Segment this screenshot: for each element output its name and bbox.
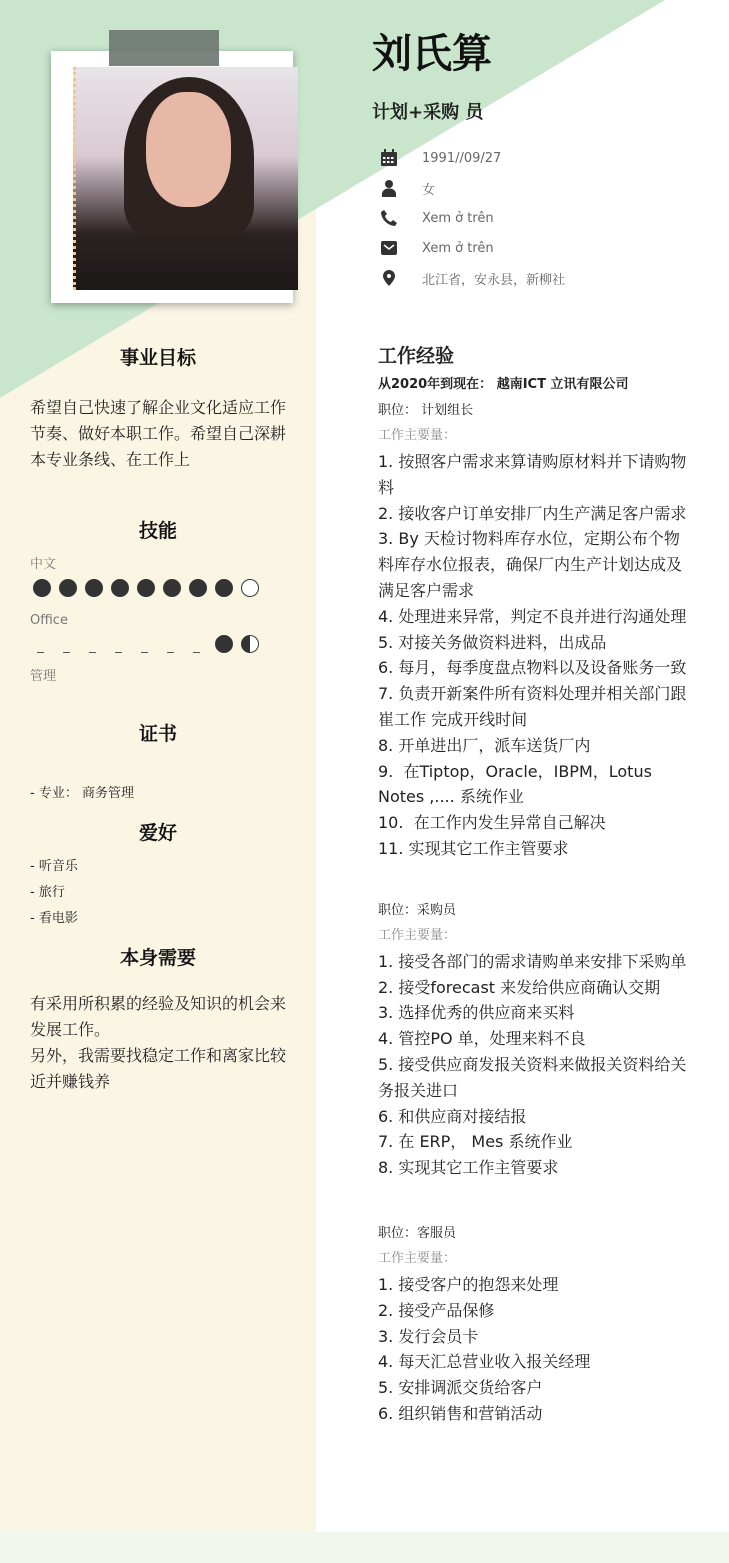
phone-text: Xem ở trên [422,210,494,226]
needs-text: 有采用所积累的经验及知识的机会来发展工作。 [30,994,287,1039]
rating-dot [85,579,103,597]
duties-list: 1. 按照客户需求来算请购原材料并下请购物料 2. 接收客户订单安排厂内生产满足客户需求 3. By 天检讨物料库存水位，定期公布个物料库存水位报表，确保厂内生产计划达成及满足客户需求 4. 处理进来异常，判定不良并进行沟通处理 5. 对接关务做资料进料，出成品 6. 每月，每季度盘点物料以及设备账务一致 7. 负责开新案件所有资料处理并相关部门跟崔工作 完成开线时间 8. 开单进出厂，派车送货厂内 9. 在Tiptop，Oracle，IBPM，Lotus Notes ,.... 系统作业 10. 在工作内发生异常自己解决 11. 实现其它工作主管要求 [378,452,687,858]
objective-heading: 事业目标 [119,347,196,369]
hobbies-heading: 爱好 [138,822,177,844]
experience-section [378,343,694,1427]
contact-gender [380,177,436,199]
contact-phone [380,207,494,229]
skill-label: 管理 [30,669,57,684]
hobby-item: - 看电影 [30,911,78,926]
position-label: 职位： 计划组长 [378,403,474,418]
company-line: 从2020年到现在： 越南ICT 立讯有限公司 [378,377,629,392]
skill-label: Office [30,613,68,628]
duties-label: 工作主要量： [378,428,457,443]
rating-dot [189,579,207,597]
hobby-item: - 旅行 [30,885,65,900]
hobby-item: - 听音乐 [30,859,78,874]
user-icon [380,179,398,197]
birthdate-text: 1991//09/27 [422,150,502,166]
rating-dot [163,579,181,597]
objective-text: 希望自己快速了解企业文化适应工作节奏、做好本职工作。希望自己深耕本专业条线、在工作上 [30,398,287,469]
rating-dot [111,579,129,597]
duties-label: 工作主要量： [378,1250,457,1266]
phone-icon [380,209,398,227]
duties-list: 1. 接受客户的抱怨来处理 2. 接受产品保修 3. 发行会员卡 4. 每天汇总营业收入报关经理 5. 安排调派交货给客户 6. 组织销售和营销活动 [378,1274,591,1423]
rating-dash [163,635,181,653]
certificate-heading: 证书 [138,723,177,745]
rating-dash [59,635,77,653]
footer-strip [0,1532,729,1563]
rating-dot-empty [241,579,259,597]
duties-label: 工作主要量： [378,927,457,943]
rating-dash [137,635,155,653]
experience-heading: 工作经验 [378,345,455,367]
needs-heading: 本身需要 [119,947,196,969]
rating-dot [59,579,77,597]
needs-text: 另外，我需要找稳定工作和离家比较近并赚钱养 [30,1046,287,1091]
duties-list: 1. 接受各部门的需求请购单来安排下采购单 2. 接受forecast 来发给供应商确认交期 3. 选择优秀的供应商来买料 4. 管控PO 单，处理来料不良 5. 接受供应商发报关资料来做报关资料给关务报关进口 6. 和供应商对接结报 7. 在 ERP， Mes 系统作业 8. 实现其它工作主管要求 [378,951,687,1178]
profile-photo [73,67,298,290]
certificate-item: - 专业： 商务管理 [30,786,134,801]
job-title: 计划+采购 员 [372,102,484,123]
email-text: Xem ở trên [422,240,494,256]
position-label: 职位：采购员 [378,902,457,918]
contact-address [380,267,566,289]
contact-email [380,237,494,259]
skill-rating [33,635,292,653]
rating-dash [85,635,103,653]
address-text: 北江省，安永县，新柳社 [422,272,566,288]
calendar-icon [380,149,398,167]
left-sections [0,345,316,1095]
rating-dash [111,635,129,653]
skills-heading: 技能 [138,520,177,542]
rating-dot [215,579,233,597]
rating-dash [33,635,51,653]
tape-decoration [109,30,219,66]
envelope-icon [380,239,398,257]
rating-dot-half [241,635,259,653]
skill-rating [33,579,292,597]
rating-dot [215,635,233,653]
position-label: 职位：客服员 [378,1225,457,1241]
skill-label: 中文 [30,557,57,572]
rating-dash [189,635,207,653]
map-pin-icon [380,269,398,287]
rating-dot [137,579,155,597]
person-name: 刘氏算 [372,31,492,77]
gender-text: 女 [422,182,436,198]
rating-dot [33,579,51,597]
contact-birthdate [380,147,502,169]
